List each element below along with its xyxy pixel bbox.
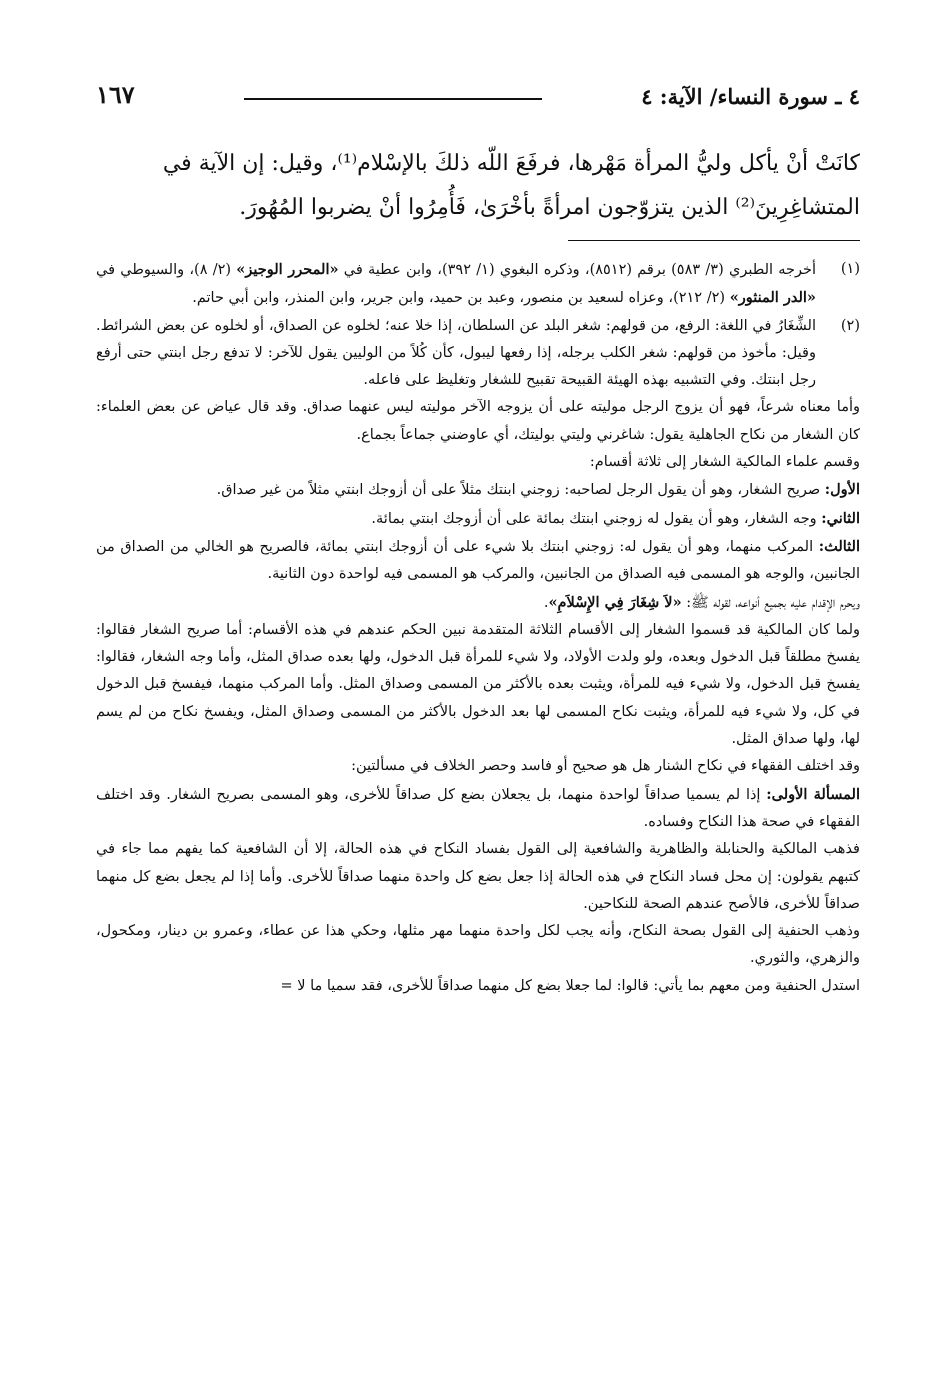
main-text [96, 142, 860, 230]
footnotes [96, 256, 860, 1000]
footnote-2-paragraph-1: الشِّغَارُ في اللغة: الرفع، من قولهم: شغر البلد عن السلطان، إذا خلا عنه؛ لخلوه عن الصداق، أو لخلوه عن بعض الشرائط. وقيل: مأخوذ من قولهم: شغر الكلب برجله، إذا رفعها ليبول، كأن كُلاً من الوليين يقول للآخر: لا تدفع رجل ابنتي حتى أرفع رجل ابنتك. وفي التشبيه بهذه الهيئة القبيحة تقبيح للشغار وتغليظ على فاعله. [96, 317, 816, 389]
footnote-2-question-1 [96, 781, 860, 837]
hadith-quote: «لاَ شِغَارَ فِي الإِسْلاَمِ» [548, 593, 682, 611]
footnote-1-text-c: (٢/ ٢١٢)، وعزاه لسعيد بن منصور، وعبد بن حميد، وابن جرير، وابن المنذر، وابن أبي حاتم. [192, 290, 730, 307]
header-rule [244, 98, 542, 100]
first-type-text: صريح الشغار، وهو أن يقول الرجل لصاحبه: زوجني ابنتك مثلاً على أن أزوجك ابنتي مثلاً من غير صداق. [216, 482, 825, 499]
footnote-1-text-a: أخرجه الطبري (٣/ ٥٨٣) برقم (٨٥١٢)، وذكره البغوي (١/ ٣٩٢)، وابن عطية في [338, 262, 816, 278]
first-type-label: الأول: [824, 481, 860, 499]
footnote-separator [568, 240, 860, 241]
footnote-2-number: (٢) [840, 317, 860, 334]
footnote-2-second-type [96, 505, 860, 533]
main-text-line-1: كانَتْ أنْ يأكل وليُّ المرأة مَهْرها، فرفَعَ اللّه ذلكَ بالإسْلام⁽¹⁾، وقيل: إن الآية في [162, 151, 860, 176]
prohibition-text: ويحرم الإقدام عليه بجميع أنواعه، لقوله ﷺ: [681, 594, 860, 611]
second-type-label: الثاني: [821, 509, 860, 527]
footnote-2-paragraph-9: استدل الحنفية ومن معهم بما يأتي: قالوا: لما جعلا بضع كل منهما صداقاً للأخرى، فقد سميا ما لا = [280, 977, 860, 994]
footnote-1-number: (١) [840, 261, 860, 277]
source-title-muharrar: «المحرر الوجيز» [236, 261, 339, 278]
footnote-2-paragraph-5: ولما كان المالكية قد قسموا الشغار إلى الأقسام الثلاثة المتقدمة نبين الحكم عندهم في هذه الأقسام: أما صريح الشغار فقالوا: يفسخ مطلقاً قبل الدخول وبعده، ولو ولدت الأولاد، ولا شيء للمرأة قبل الدخول، ولها بعده صداق المثل، وأما وجه الشغار، فقالوا: يفسخ قبل الدخول، ولا شيء فيه للمرأة، ويثبت بعده بالأكثر من المسمى وصداق المثل. وأما المركب منهما، فيفسخ قبل الدخول في كل، ولا شيء فيه للمرأة، ويثبت نكاح المسمى لها بعد الدخول بالأكثر من المسمى وصداق المثل، ويفسخ نكاح من لم يسم لها، ولها صداق المثل. [96, 621, 860, 748]
footnote-1-text-b: (٢/ ٨)، والسيوطي في [96, 262, 237, 278]
page-header [96, 80, 860, 120]
footnote-2 [96, 313, 860, 395]
prohibition-end: . [543, 594, 549, 611]
footnote-1 [96, 256, 860, 313]
third-type-text: المركب منهما، وهو أن يقول له: زوجني ابنتك بلا شيء على أن أزوجك ابنتي بمائة، فالصريح هو الخالي من الصداق من الجانبين، والوجه هو المسمى فيه الصداق من الجانبين، والمركب هو المسمى فيه لواحدة دون الثانية. [96, 538, 860, 583]
footnote-2-third-type [96, 533, 860, 589]
second-type-text: وجه الشغار، وهو أن يقول له زوجني ابنتك بمائة على أن أزوجك ابنتي بمائة. [371, 510, 822, 527]
footnote-2-first-type [96, 476, 860, 504]
footnote-2-paragraph-3: وقسم علماء المالكية الشغار إلى ثلاثة أقسام: [589, 454, 860, 471]
source-title-durr: «الدر المنثور» [729, 289, 816, 307]
footnote-1-text [96, 256, 816, 313]
main-text-line-2: المتشاغِرِينَ⁽²⁾ الذين يتزوّجون امرأةً بأخْرَىٰ، فَأُمِرُوا أنْ يضربوا المُهُورَ. [239, 195, 860, 220]
footnote-2-paragraph-8: وذهب الحنفية إلى القول بصحة النكاح، وأنه يجب لكل واحدة منهما مهر مثلها، وحكي هذا عن عطاء، وعمرو بن دينار، ومكحول، والزهري، والثوري. [96, 923, 860, 967]
page-number: ١٦٧ [96, 80, 135, 109]
question-1-text: إذا لم يسميا صداقاً لواحدة منهما، بل يجعلان بضع كل صداقاً للأخرى، وهو المسمى بصريح الشغار. وقد اختلف الفقهاء في صحة هذا النكاح وفساده. [96, 786, 860, 830]
footnote-2-paragraph-7: فذهب المالكية والحنابلة والظاهرية والشافعية إلى القول بفساد النكاح في هذه الحالة، إلا أن الشافعية كما يفهم مما جاء في كتبهم يقولون: إن محل فساد النكاح في هذه الحالة إذا جعل بضع كل واحدة منهما صداقاً للأخرى. وأما إذا لم يجعل بضع كل منهما صداقاً للأخرى، فالأصح عندهم الصحة للنكاحين. [96, 841, 860, 912]
surah-title: ٤ ـ سورة النساء/ الآية: ٤ [641, 84, 860, 109]
footnote-2-paragraph-6: وقد اختلف الفقهاء في نكاح الشنار هل هو صحيح أو فاسد وحصر الخلاف في مسألتين: [351, 758, 860, 775]
footnote-2-paragraph-4 [96, 589, 860, 617]
footnote-2-paragraph-2: وأما معناه شرعاً، فهو أن يزوج الرجل موليته على أن يزوجه الآخر موليته ليس عنهما صداق. وقد قال عياض عن بعض العلماء: كان الشغار من نكاح الجاهلية يقول: شاغرني وليتي بوليتك، أي عاوضني جماعاً بجماع. [96, 399, 860, 443]
question-1-label: المسألة الأولى: [766, 785, 860, 803]
third-type-label: الثالث: [818, 537, 860, 555]
